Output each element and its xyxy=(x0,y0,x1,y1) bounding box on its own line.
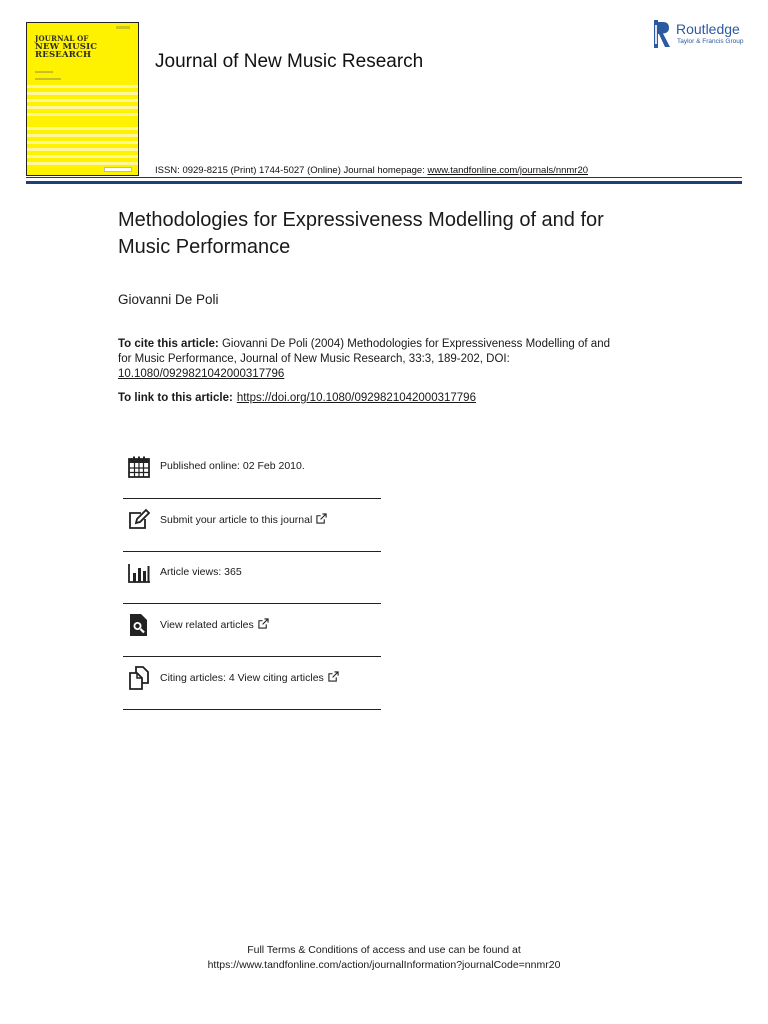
submit-article-link[interactable] xyxy=(160,513,327,526)
issn-line xyxy=(155,165,588,176)
cite-label: To cite this article: xyxy=(118,338,219,350)
journal-cover xyxy=(26,22,139,176)
issn-text: ISSN: 0929-8215 (Print) 1744-5027 (Online) Journal homepage: xyxy=(155,165,428,176)
submit-article-label: Submit your article to this journal xyxy=(160,513,313,526)
citing-articles-icon xyxy=(127,666,151,690)
publisher-subtitle: Taylor & Francis Group xyxy=(677,38,744,45)
article-author: Giovanni De Poli xyxy=(118,292,219,307)
cite-doi-link[interactable]: 10.1080/0929821042000317796 xyxy=(118,368,285,380)
citing-articles-row[interactable] xyxy=(123,657,381,710)
footer-line1: Full Terms & Conditions of access and use can be found at xyxy=(247,944,521,956)
calendar-icon xyxy=(127,455,151,479)
cover-publisher-logo xyxy=(104,167,132,172)
link-label: To link to this article: xyxy=(118,392,233,404)
bar-chart-icon xyxy=(127,561,151,585)
footer-terms xyxy=(0,943,768,973)
external-link-icon xyxy=(258,618,269,629)
cover-top-mark xyxy=(116,26,130,29)
related-articles-row[interactable] xyxy=(123,604,381,657)
cover-title-line1: JOURNAL OF xyxy=(35,34,89,43)
cover-stripe xyxy=(27,92,138,95)
cover-stripe xyxy=(27,85,138,88)
header-divider-thick xyxy=(26,181,742,184)
cover-stripe xyxy=(27,141,138,144)
article-views-row xyxy=(123,552,381,605)
article-title: Methodologies for Expressiveness Modelling of and for Music Performance xyxy=(118,209,604,258)
publisher-logo xyxy=(652,20,747,50)
article-info-list xyxy=(123,446,381,710)
citing-articles-link[interactable] xyxy=(160,671,339,684)
cover-small-text xyxy=(35,71,53,73)
cover-stripe xyxy=(27,99,138,102)
related-articles-label: View related articles xyxy=(160,619,254,632)
article-views: Article views: 365 xyxy=(160,565,242,578)
edit-icon xyxy=(127,508,151,532)
submit-article-row[interactable] xyxy=(123,499,381,552)
cover-stripe xyxy=(27,155,138,158)
journal-name: Journal of New Music Research xyxy=(155,51,424,72)
published-date: Published online: 02 Feb 2010. xyxy=(160,460,305,472)
footer-terms-link[interactable]: https://www.tandfonline.com/action/journalInformation?journalCode=nnmr20 xyxy=(207,959,561,971)
citing-articles-label: Citing articles: 4 View citing articles xyxy=(160,672,324,685)
article-doi-link[interactable]: https://doi.org/10.1080/0929821042000317796 xyxy=(236,392,476,404)
cover-stripe xyxy=(27,134,138,137)
cover-small-text xyxy=(35,78,61,80)
cover-stripe xyxy=(27,113,138,116)
external-link-icon xyxy=(316,513,327,524)
cover-stripe xyxy=(27,148,138,151)
citation-block xyxy=(118,337,618,382)
cover-title xyxy=(35,35,138,59)
search-document-icon xyxy=(127,613,151,637)
header-divider-thin xyxy=(26,177,742,178)
published-row xyxy=(123,446,381,499)
cover-stripe xyxy=(27,162,138,165)
cover-title-line2: NEW MUSIC RESEARCH xyxy=(35,42,98,60)
cite-text: Giovanni De Poli (2004) Methodologies for Expressiveness Modelling of and for Music Performance, Journal of New Music Research, 33:3, 189-202, DOI: xyxy=(118,338,610,365)
related-articles-link[interactable] xyxy=(160,618,269,631)
journal-homepage-link[interactable]: www.tandfonline.com/journals/nnmr20 xyxy=(427,165,589,176)
cover-stripe xyxy=(27,127,138,130)
external-link-icon xyxy=(328,671,339,682)
link-block xyxy=(118,391,638,406)
publisher-name: Routledge xyxy=(676,21,740,37)
routledge-logo-icon xyxy=(652,20,672,48)
cover-stripe xyxy=(27,106,138,109)
